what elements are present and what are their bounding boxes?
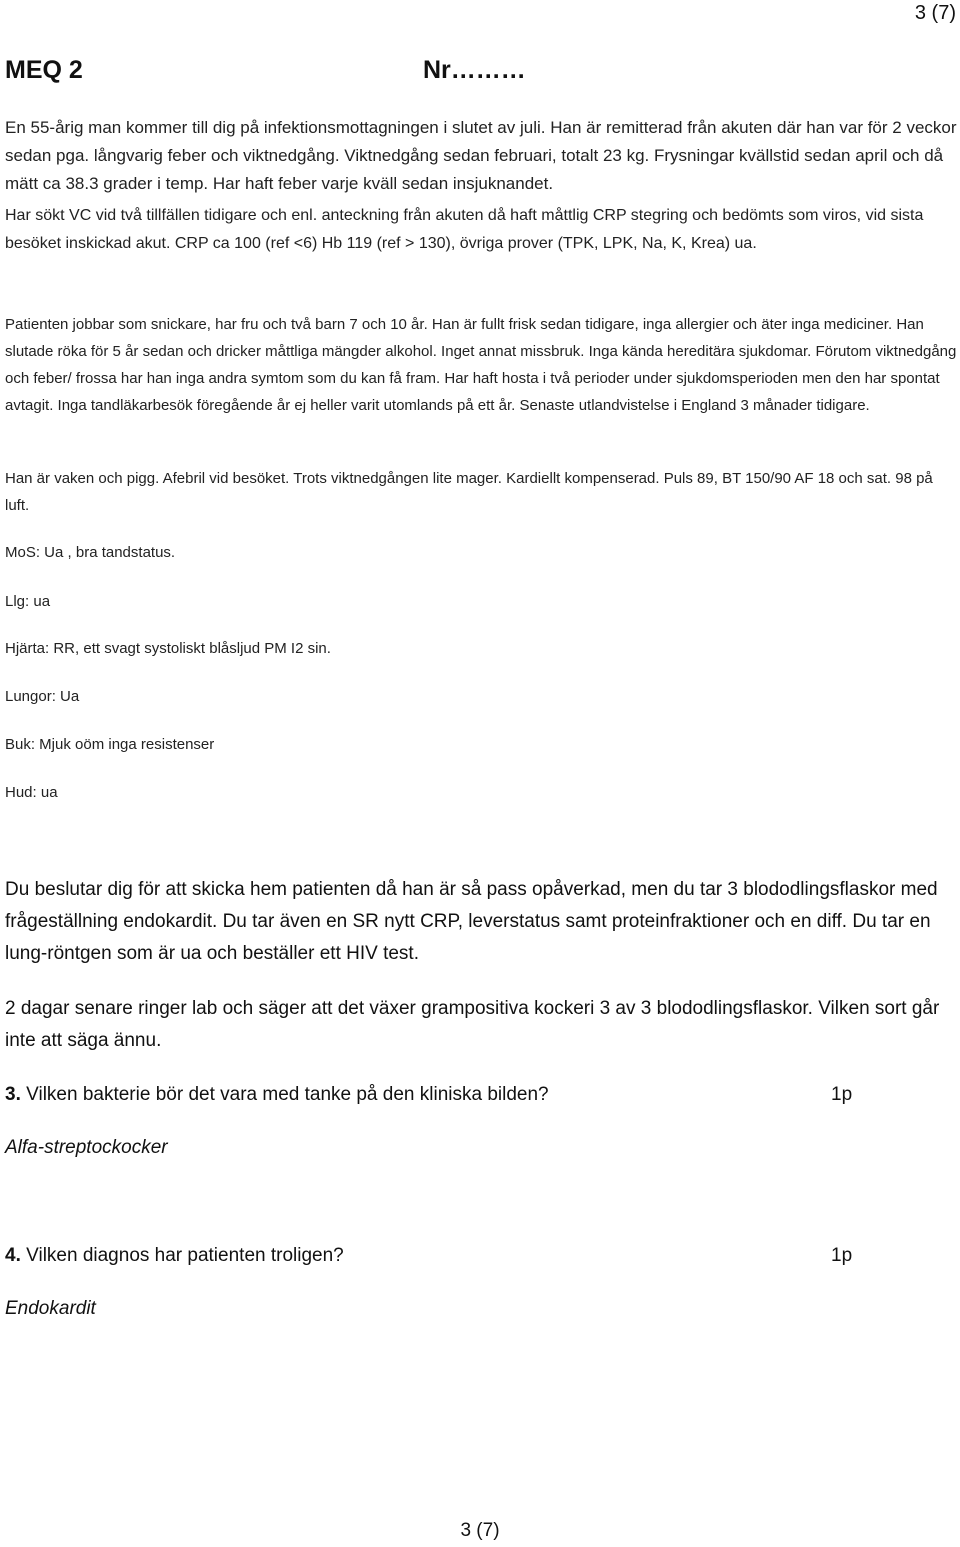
exam-mos: MoS: Ua , bra tandstatus. xyxy=(5,544,176,561)
exam-llg: Llg: ua xyxy=(5,593,51,610)
number-field-label: Nr……… xyxy=(423,56,526,84)
question-3-answer: Alfa-streptockocker xyxy=(5,1137,168,1158)
question-4 xyxy=(5,1240,960,1272)
question-points: 1p xyxy=(831,1084,853,1105)
lab-call-paragraph: 2 dagar senare ringer lab och säger att det växer grampositiva kockeri 3 av 3 blododlingsflaskor. Vilken sort går inte att säga ännu. xyxy=(5,998,940,1051)
question-3 xyxy=(5,1079,960,1111)
question-points: 1p xyxy=(831,1245,853,1266)
page-indicator-top: 3 (7) xyxy=(914,2,956,24)
page-indicator-bottom: 3 (7) xyxy=(460,1520,500,1541)
question-text: Vilken bakterie bör det vara med tanke på den kliniska bilden? xyxy=(26,1084,549,1105)
decision-paragraph: Du beslutar dig för att skicka hem patienten då han är så pass opåverkad, men du tar 3 blododlingsflaskor med frågeställning endokardit. Du tar även en SR nytt CRP, leverstatus samt proteinfraktioner och en diff. Du tar en lung-röntgen som är ua och beställer ett HIV test. xyxy=(5,879,938,964)
document-title: MEQ 2 xyxy=(5,56,83,84)
exam-lungor: Lungor: Ua xyxy=(5,688,80,705)
question-text: Vilken diagnos har patienten troligen? xyxy=(26,1245,344,1266)
patient-status-paragraph: Han är vaken och pigg. Afebril vid besöket. Trots viktnedgången lite mager. Kardiellt kompenserad. Puls 89, BT 150/90 AF 18 och sat. 98 på luft. xyxy=(5,470,933,514)
question-number: 3. xyxy=(5,1084,21,1105)
case-intro-continuation: Har sökt VC vid två tillfällen tidigare och enl. anteckning från akuten då haft måttlig CRP stegring och bedömts som viros, vid sista besöket inskickad akut. CRP ca 100 (ref <6) Hb 119 (ref > 130), övriga prover (TPK, LPK, Na, K, Krea) ua. xyxy=(5,207,924,252)
exam-buk: Buk: Mjuk oöm inga resistenser xyxy=(5,736,215,753)
patient-history-paragraph: Patienten jobbar som snickare, har fru och två barn 7 och 10 år. Han är fullt frisk sedan tidigare, inga allergier och äter inga mediciner. Han slutade röka för 5 år sedan och dricker måttliga mängder alkohol. Inget annat missbruk. Inga kända hereditära sjukdomar. Förutom viktnedgång och feber/ frossa har han inga andra symtom som du kan få fram. Har haft hosta i två perioder under sjukdomsperioden men den har spontat avtagit. Inga tandläkarbesök föregående år ej heller varit utomlands på ett år. Senaste utlandvistelse i England 3 månader tidigare. xyxy=(5,316,957,414)
case-intro-paragraph: En 55-årig man kommer till dig på infektionsmottagningen i slutet av juli. Han är remitterad från akuten där han var för 2 veckor sedan pga. långvarig feber och viktnedgång. Viktnedgång sedan februari, totalt 23 kg. Frysningar kvällstid sedan april och då mätt ca 38.3 grader i temp. Har haft feber varje kväll sedan insjuknandet. xyxy=(5,118,957,193)
exam-hjarta: Hjärta: RR, ett svagt systoliskt blåsljud PM I2 sin. xyxy=(5,640,331,657)
exam-hud: Hud: ua xyxy=(5,784,58,801)
question-4-answer: Endokardit xyxy=(5,1298,96,1319)
question-number: 4. xyxy=(5,1245,21,1266)
